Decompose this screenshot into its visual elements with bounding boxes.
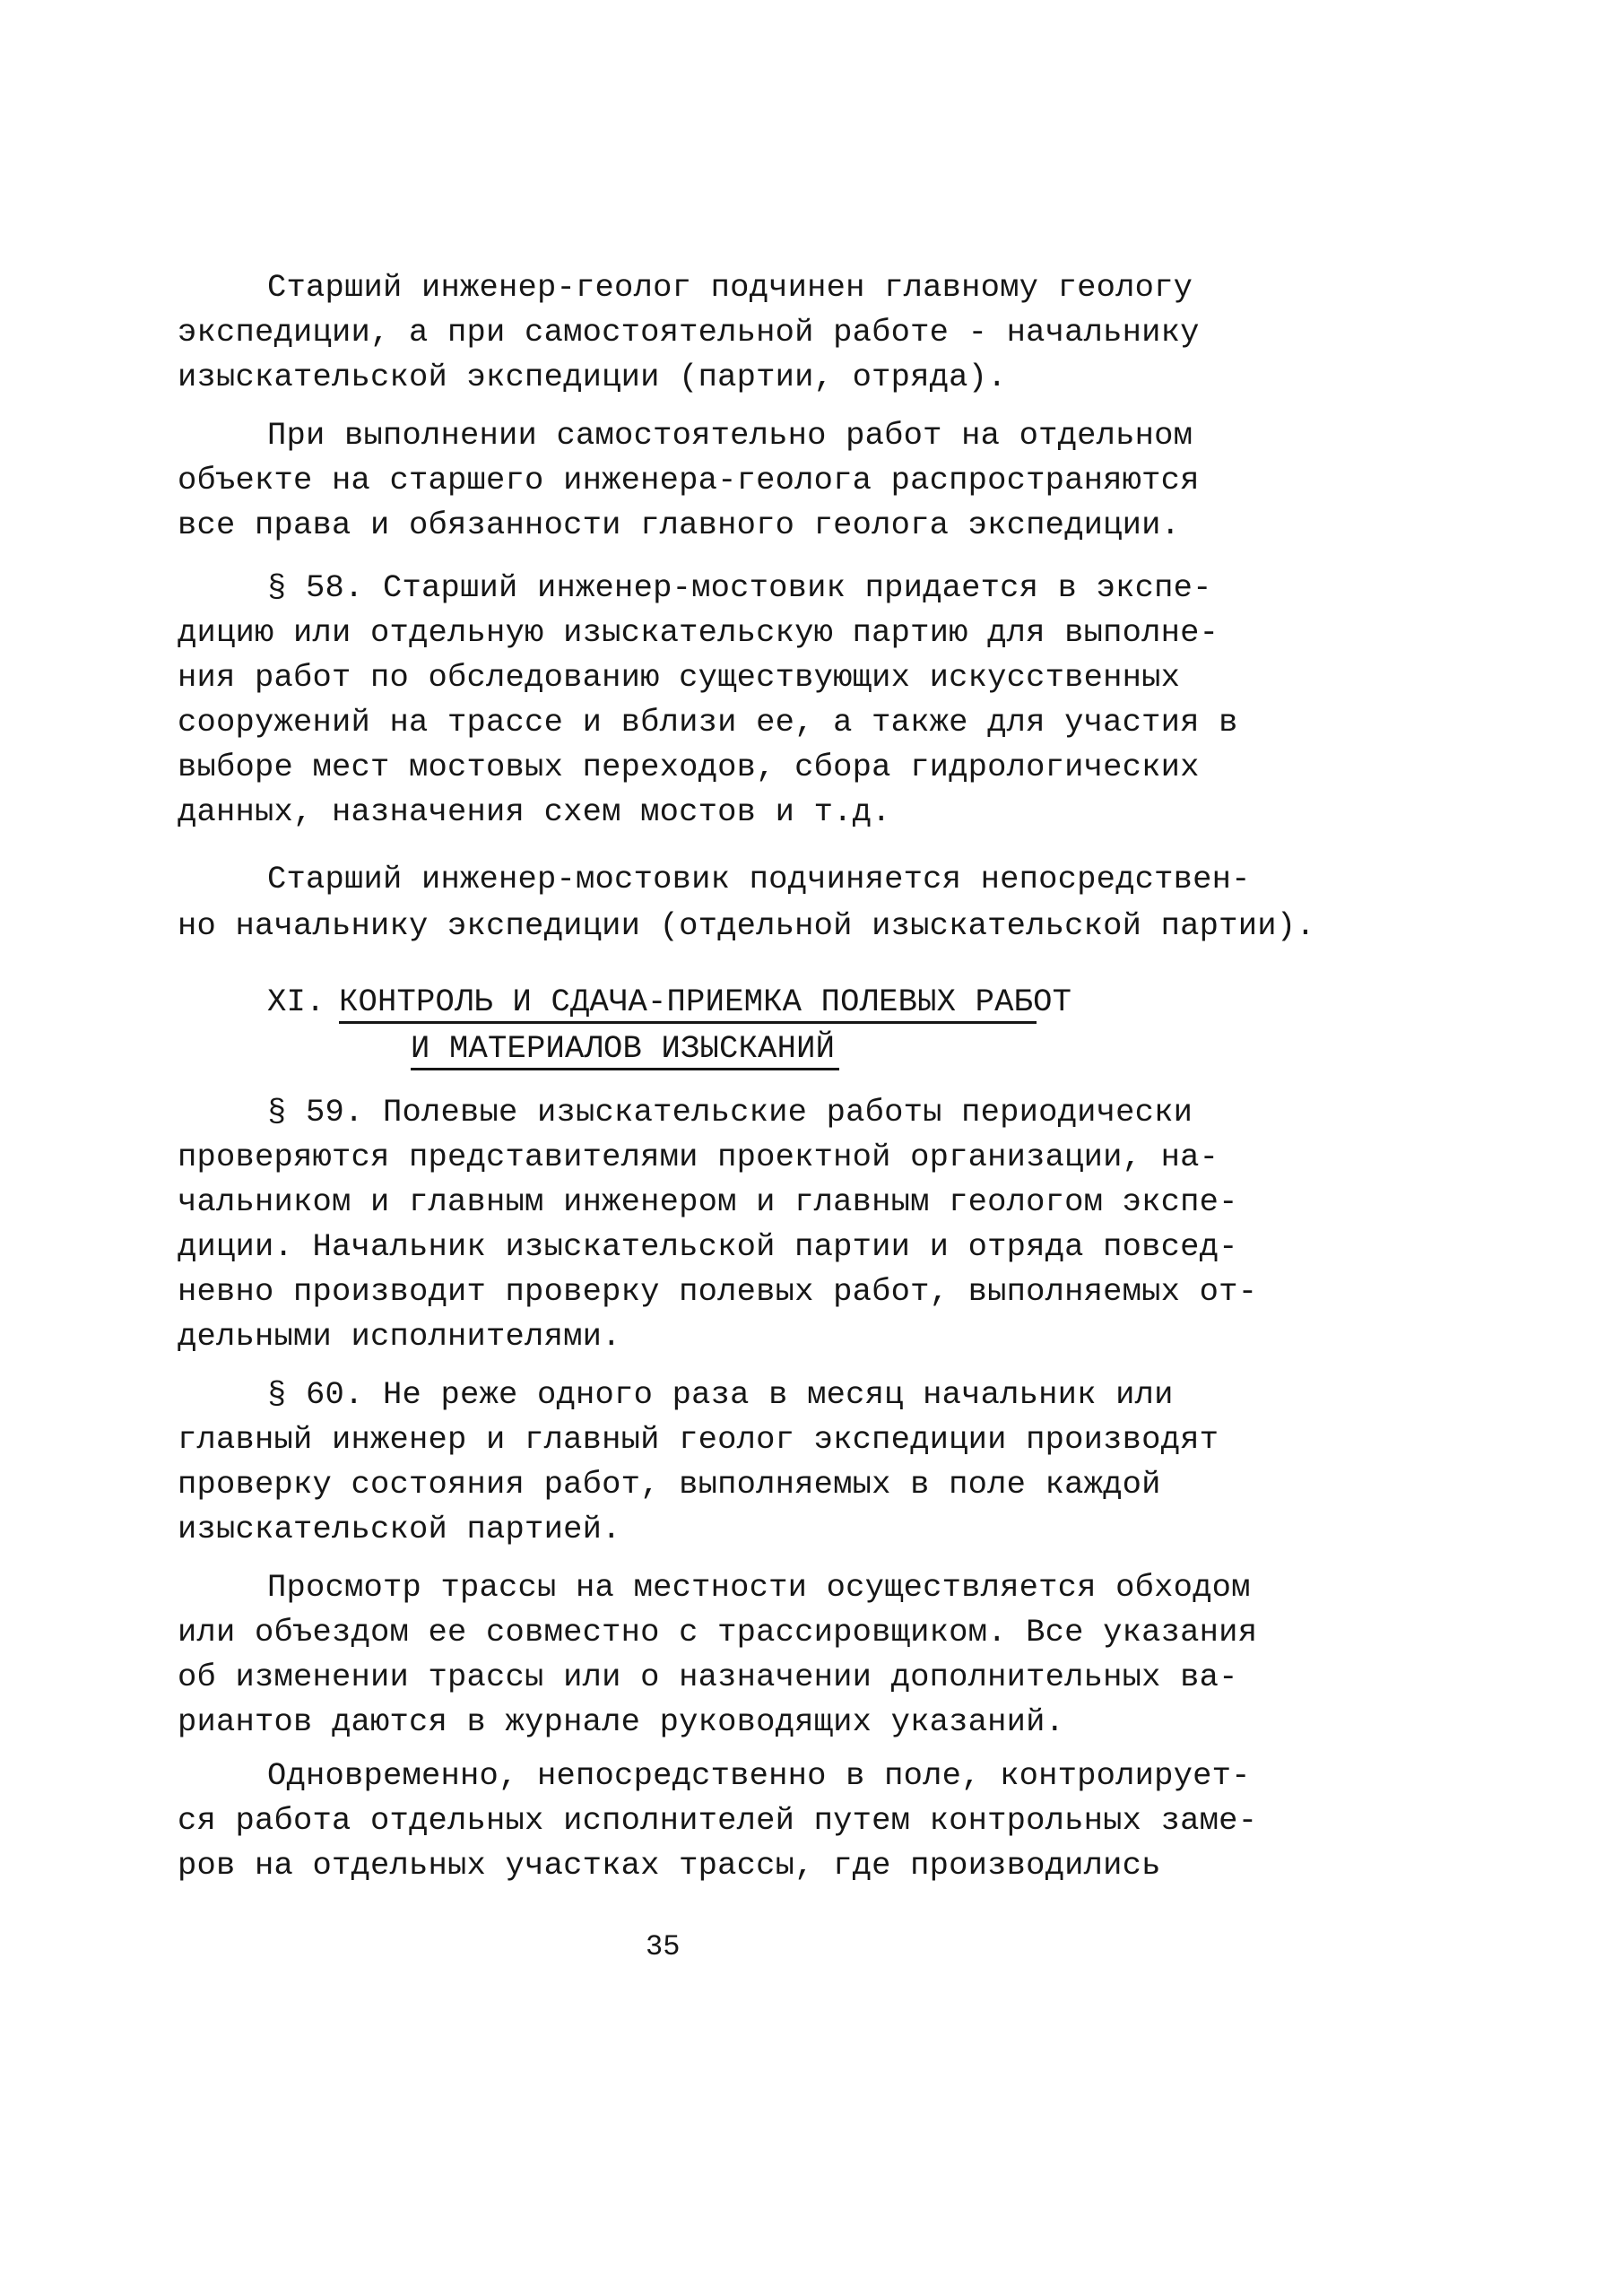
paragraph-8-line-1: Одновременно, непосредственно в поле, контролирует- [267,1757,1251,1794]
paragraph-6-line-3: проверку состояния работ, выполняемых в поле каждой [178,1466,1161,1503]
paragraph-7-line-3: об изменении трассы или о назначении дополнительных ва- [178,1659,1238,1695]
paragraph-6-line-4: изыскательской партией. [178,1511,621,1547]
paragraph-3-line-5: выборе мест мостовых переходов, сбора гидрологических [178,749,1200,785]
paragraph-3-line-4: сооружений на трассе и вблизи ее, а также для участия в [178,704,1238,741]
section-heading-line-1: КОНТРОЛЬ И СДАЧА-ПРИЕМКА ПОЛЕВЫХ РАБОТ [339,983,1072,1020]
page-number: 35 [646,1930,681,1963]
section-number: XI. [267,983,325,1020]
section-heading-underline-1 [339,1021,1037,1024]
paragraph-5-line-2: проверяются представителями проектной организации, на- [178,1139,1219,1175]
paragraph-6-line-1: § 60. Не реже одного раза в месяц начальник или [267,1376,1174,1413]
paragraph-7-line-1: Просмотр трассы на местности осуществляется обходом [267,1569,1251,1606]
paragraph-5-line-4: диции. Начальник изыскательской партии и отряда повсед- [178,1228,1238,1265]
paragraph-2-line-1: При выполнении самостоятельно работ на отдельном [267,417,1193,454]
paragraph-5-line-3: чальником и главным инженером и главным геологом экспе- [178,1183,1238,1220]
paragraph-1-line-3: изыскательской экспедиции (партии, отряда). [178,359,1007,395]
paragraph-3-line-2: дицию или отдельную изыскательскую партию для выполне- [178,614,1219,651]
paragraph-8-line-2: ся работа отдельных исполнителей путем контрольных заме- [178,1802,1258,1839]
section-heading-line-2: И МАТЕРИАЛОВ ИЗЫСКАНИЙ [411,1030,836,1067]
paragraph-7-line-2: или объездом ее совместно с трассировщиком. Все указания [178,1614,1258,1651]
paragraph-5-line-6: дельными исполнителями. [178,1318,621,1355]
paragraph-3-line-6: данных, назначения схем мостов и т.д. [178,793,891,830]
paragraph-6-line-2: главный инженер и главный геолог экспедиции производят [178,1421,1219,1458]
paragraph-7-line-4: риантов даются в журнале руководящих указаний. [178,1703,1065,1740]
section-heading-underline-2 [411,1068,839,1070]
paragraph-4-line-1: Старший инженер-мостовик подчиняется непосредствен- [267,861,1251,897]
paragraph-2-line-2: объекте на старшего инженера-геолога распространяются [178,462,1200,498]
paragraph-3-line-1: § 58. Старший инженер-мостовик придается в экспе- [267,569,1212,606]
paragraph-5-line-1: § 59. Полевые изыскательские работы периодически [267,1094,1193,1131]
paragraph-5-line-5: невно производит проверку полевых работ, выполняемых от- [178,1273,1258,1310]
paragraph-2-line-3: все права и обязанности главного геолога экспедиции. [178,507,1181,543]
paragraph-8-line-3: ров на отдельных участках трассы, где производились [178,1847,1161,1884]
paragraph-1-line-1: Старший инженер-геолог подчинен главному геологу [267,269,1193,306]
paragraph-1-line-2: экспедиции, а при самостоятельной работе - начальнику [178,314,1200,351]
paragraph-4-line-2: но начальнику экспедиции (отдельной изыскательской партии). [178,907,1315,944]
paragraph-3-line-3: ния работ по обследованию существующих искусственных [178,659,1181,696]
